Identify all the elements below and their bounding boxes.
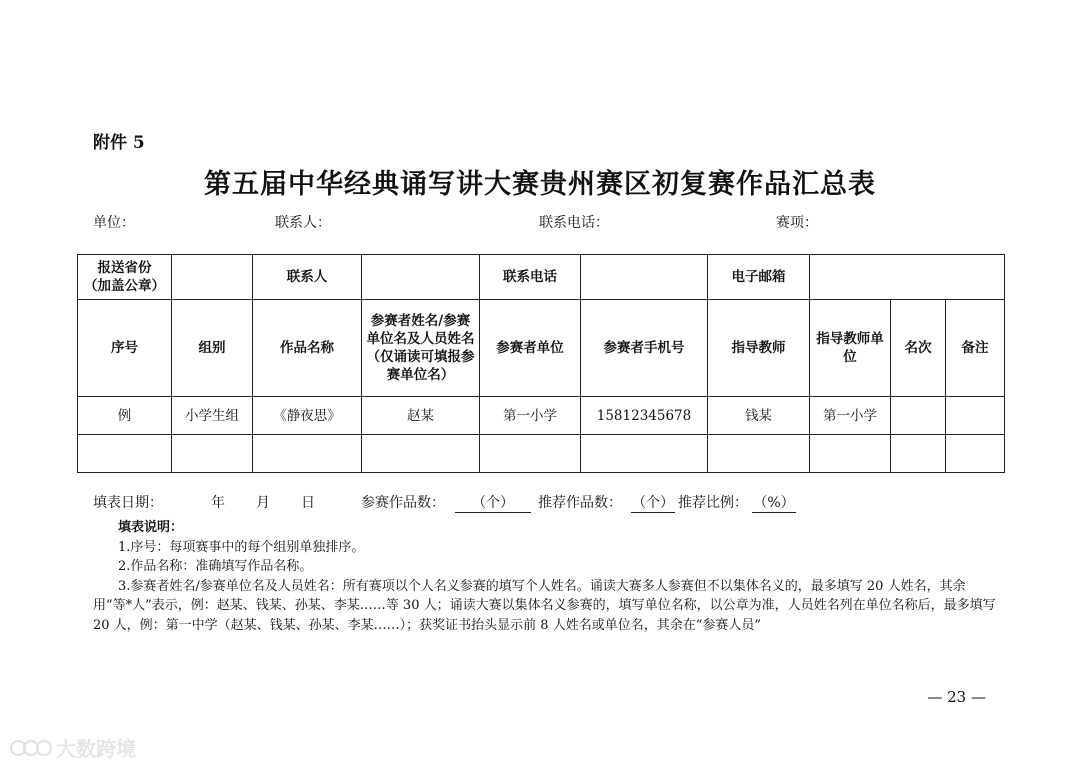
submitter-row bbox=[78, 255, 1005, 300]
contact-value-cell[interactable] bbox=[362, 255, 480, 300]
watermark bbox=[10, 733, 136, 762]
document-title: 第五届中华经典诵写讲大赛贵州赛区初复赛作品汇总表 bbox=[204, 169, 876, 200]
table-cell[interactable]: 第一小学 bbox=[810, 397, 891, 435]
column-header: 序号 bbox=[78, 300, 172, 397]
column-header-row bbox=[78, 300, 1005, 397]
recommended-count-blank[interactable] bbox=[631, 492, 675, 513]
recommended-count-unit: （个） bbox=[631, 492, 675, 513]
table-cell[interactable]: 15812345678 bbox=[581, 397, 708, 435]
table-cell[interactable] bbox=[946, 397, 1005, 435]
table-cell[interactable] bbox=[946, 435, 1005, 473]
table-cell[interactable] bbox=[480, 435, 581, 473]
table-cell[interactable] bbox=[891, 397, 946, 435]
table-cell[interactable]: 赵某 bbox=[362, 397, 480, 435]
table-cell[interactable]: 《静夜思》 bbox=[253, 397, 362, 435]
fill-month-label: 月 bbox=[256, 495, 270, 511]
recommended-count-label: 推荐作品数： bbox=[538, 495, 622, 511]
event-field-label: 赛项： bbox=[776, 215, 818, 231]
recommend-ratio-label: 推荐比例： bbox=[678, 495, 748, 511]
column-header: 指导教师单位 bbox=[810, 300, 891, 397]
recommend-ratio-unit: （%） bbox=[752, 492, 796, 513]
empty-row bbox=[78, 435, 1005, 473]
entries-count-unit: （个） bbox=[455, 492, 531, 513]
fill-year-label: 年 bbox=[211, 495, 225, 511]
table-cell[interactable]: 第一小学 bbox=[480, 397, 581, 435]
column-header: 参赛者单位 bbox=[480, 300, 581, 397]
column-header: 指导教师 bbox=[708, 300, 810, 397]
table-cell[interactable]: 小学生组 bbox=[172, 397, 253, 435]
recommend-ratio-blank[interactable] bbox=[752, 492, 796, 513]
table-cell[interactable] bbox=[362, 435, 480, 473]
entries-count-blank[interactable] bbox=[455, 492, 531, 513]
column-header: 参赛者手机号 bbox=[581, 300, 708, 397]
column-header: 备注 bbox=[946, 300, 1005, 397]
email-value-cell[interactable] bbox=[810, 255, 1005, 300]
instruction-item: 1.序号：每项赛事中的每个组别单独排序。 bbox=[118, 539, 365, 555]
table-cell[interactable] bbox=[78, 435, 172, 473]
contact-field-label: 联系人： bbox=[275, 215, 331, 231]
attachment-label: 附件 5 bbox=[93, 133, 145, 153]
unit-field-label: 单位： bbox=[93, 215, 135, 231]
instructions-heading: 填表说明： bbox=[118, 520, 184, 535]
table-cell[interactable] bbox=[708, 435, 810, 473]
table-cell[interactable] bbox=[581, 435, 708, 473]
table-cell[interactable] bbox=[253, 435, 362, 473]
page-number: — 23 — bbox=[927, 688, 986, 706]
table-cell[interactable]: 例 bbox=[78, 397, 172, 435]
table-cell[interactable] bbox=[172, 435, 253, 473]
column-header: 名次 bbox=[891, 300, 946, 397]
watermark-logo-icon bbox=[10, 738, 50, 758]
fill-date-label: 填表日期： bbox=[93, 495, 163, 511]
table-cell[interactable] bbox=[891, 435, 946, 473]
contact-label-cell: 联系人 bbox=[253, 255, 362, 300]
table-cell[interactable]: 钱某 bbox=[708, 397, 810, 435]
column-header: 组别 bbox=[172, 300, 253, 397]
column-header: 作品名称 bbox=[253, 300, 362, 397]
instructions-block bbox=[93, 518, 998, 635]
column-header: 参赛者姓名/参赛单位名及人员姓名（仅诵读可填报参赛单位名） bbox=[362, 300, 480, 397]
summary-table bbox=[77, 254, 1005, 473]
example-row bbox=[78, 397, 1005, 435]
fill-day-label: 日 bbox=[301, 495, 315, 511]
phone-field-label: 联系电话： bbox=[539, 215, 609, 231]
phone-label-cell: 联系电话 bbox=[480, 255, 581, 300]
instruction-item: 3.参赛者姓名/参赛单位名及人员姓名：所有赛项以个人名义参赛的填写个人姓名。诵读大赛多人参赛但不以集体名义的，最多填写 20 人姓名，其余用“等*人”表示，例：赵某、钱某、孙某、李某……等 30 人；诵读大赛以集体名义参赛的，填写单位名称，以公章为准，人员姓名列在单位名称后，最多填写 20 人，例：第一中学（赵某、钱某、孙某、李某……）；获奖证书抬头显示前 8 人姓名或单位名，其余在“参赛人员” bbox=[93, 578, 996, 633]
instruction-item: 2.作品名称：准确填写作品名称。 bbox=[118, 559, 313, 574]
phone-value-cell[interactable] bbox=[581, 255, 708, 300]
province-label-cell: 报送省份 （加盖公章） bbox=[78, 255, 172, 300]
province-value-cell[interactable] bbox=[172, 255, 253, 300]
watermark-text: 大数跨境 bbox=[56, 737, 136, 761]
entries-count-label: 参赛作品数： bbox=[361, 495, 445, 511]
email-label-cell: 电子邮箱 bbox=[708, 255, 810, 300]
table-cell[interactable] bbox=[810, 435, 891, 473]
